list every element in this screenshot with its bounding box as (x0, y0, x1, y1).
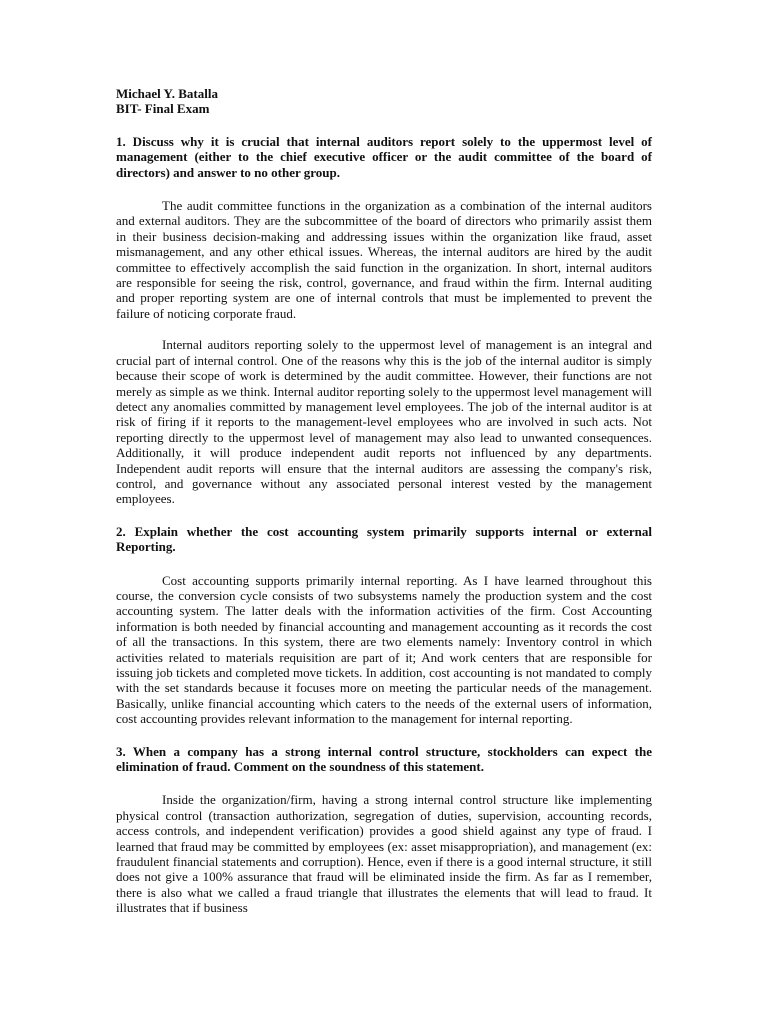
question-1: 1. Discuss why it is crucial that internal auditors report solely to the uppermost level of management (either to the chief executive officer or the audit committee of the board of directors) and answer to no other group. (116, 133, 652, 180)
question-2: 2. Explain whether the cost accounting system primarily supports internal or external Reporting. (116, 523, 652, 555)
question-section-1 (116, 134, 652, 507)
answer-3-paragraph-1: Inside the organization/firm, having a strong internal control structure like implementing physical control (transaction authorization, segregation of duties, supervision, accounting records, access controls, and independent verification) provides a good shield against any type of fraud. I learned that fraud may be committed by employees (ex: asset misappropriation), and management (ex: fraudulent financial statements and corruption). Hence, even if there is a good internal structure, it still does not give a 100% assurance that fraud will be eliminated inside the firm. As far as I remember, there is also what we called a fraud triangle that illustrates the elements that will lead to fraud. It illustrates that if business (116, 792, 652, 916)
exam-title: BIT- Final Exam (116, 101, 210, 117)
question-3: 3. When a company has a strong internal control structure, stockholders can expect the elimination of fraud. Comment on the soundness of this statement. (116, 743, 652, 775)
question-section-2 (116, 524, 652, 727)
question-section-3 (116, 744, 652, 916)
answer-1-paragraph-1: The audit committee functions in the organization as a combination of the internal auditors and external auditors. They are the subcommittee of the board of directors who primarily assist them in their business decision-making and addressing issues within the organization like fraud, asset mismanagement, and any other ethical issues. Whereas, the internal auditors are hired by the audit committee to effectively accomplish the said function in the organization. In short, internal auditors are responsible for seeing the risk, control, governance, and fraud within the firm. Internal auditing and proper reporting system are one of internal controls that must be implemented to prevent the failure of noticing corporate fraud. (116, 198, 652, 321)
answer-1-paragraph-2: Internal auditors reporting solely to the uppermost level of management is an integral and crucial part of internal control. One of the reasons why this is the job of the internal auditor is simply because their scope of work is determined by the audit committee. However, their functions are not merely as simple as we think. Internal auditor reporting solely to the uppermost level management will detect any anomalies committed by management level employees. The job of the internal auditor is at risk of firing if it reports to the management-level employees who are involved in such acts. Not reporting directly to the uppermost level of management may also lead to unwanted consequences. Additionally, it will produce independent audit reports not influenced by any departments. Independent audit reports will ensure that the internal auditors are assessing the company's risk, control, and governance without any associated personal interest vested by the management employees. (116, 337, 652, 507)
answer-2-paragraph-1: Cost accounting supports primarily internal reporting. As I have learned throughout this course, the conversion cycle consists of two subsystems namely the production system and the cost accounting system. The latter deals with the information activities of the firm. Cost Accounting information is both needed by financial accounting and management accounting as it records the cost of all the transactions. In this system, there are two elements namely: Inventory control in which activities related to materials requisition are part of it; And work centers that are responsible for issuing job tickets and completed move tickets. In addition, cost accounting is not mandated to comply with the set standards because it focuses more on meeting the particular needs of the management. Basically, unlike financial accounting which caters to the needs of the external users of information, cost accounting provides relevant information to the management for internal reporting. (116, 572, 652, 727)
author-name: Michael Y. Batalla (116, 86, 218, 101)
